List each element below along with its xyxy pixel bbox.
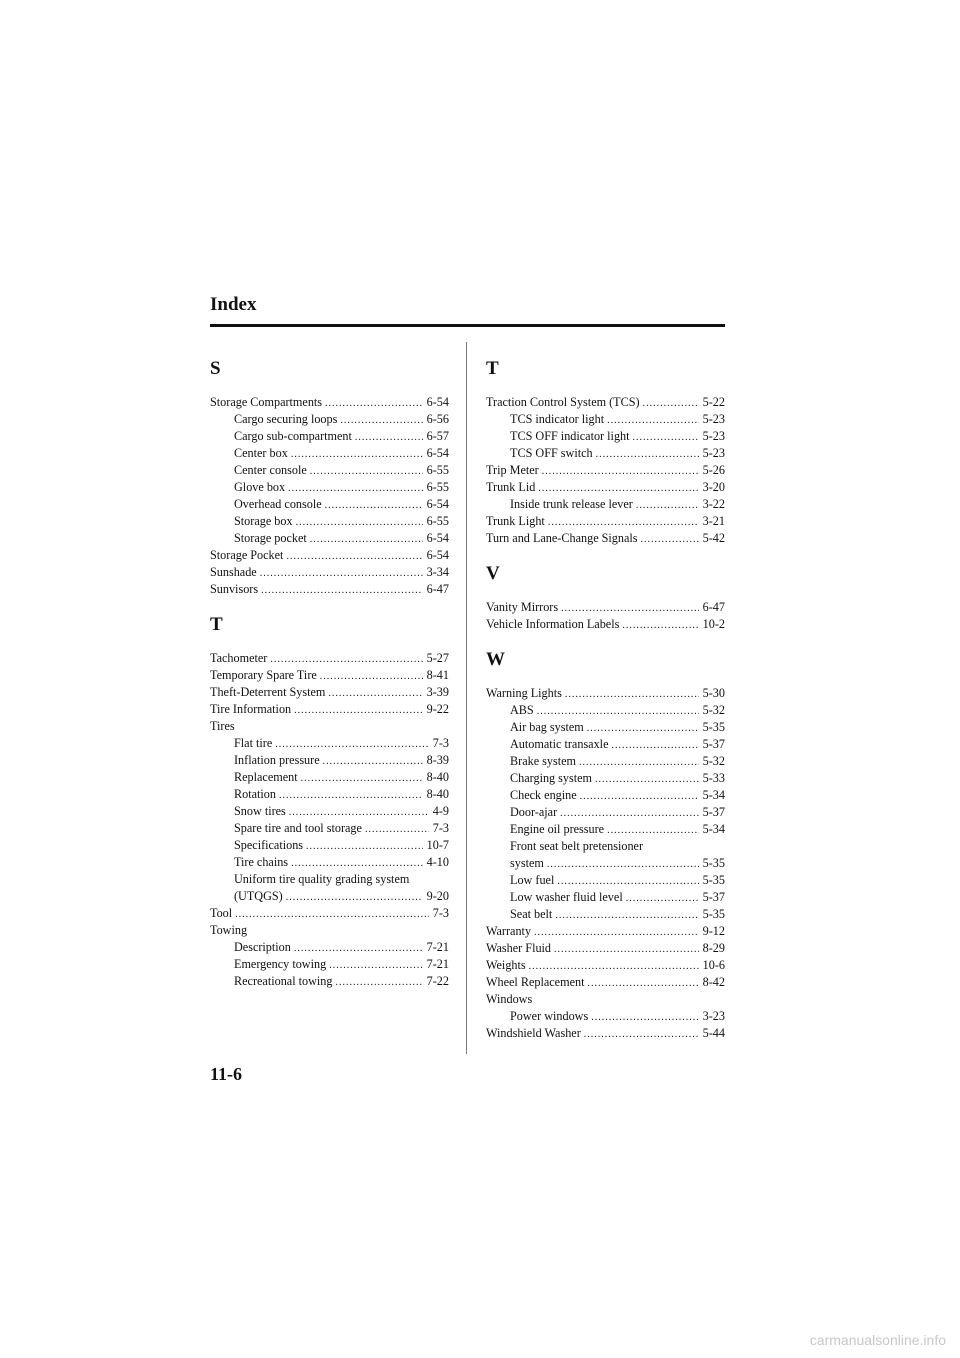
index-subentry bbox=[486, 753, 725, 770]
entry-page: 5-35 bbox=[702, 873, 725, 887]
entry-text: Storage Pocket bbox=[210, 548, 284, 562]
dot-leader bbox=[355, 429, 423, 446]
section-letter: T bbox=[210, 614, 223, 635]
entry-text: Automatic transaxle bbox=[510, 737, 609, 751]
entry-page: 5-32 bbox=[702, 754, 725, 768]
entry-text: Front seat belt pretensioner bbox=[510, 839, 644, 853]
section-letter: S bbox=[210, 358, 221, 379]
dot-leader bbox=[584, 1026, 699, 1043]
dot-leader bbox=[235, 906, 429, 923]
dot-leader bbox=[538, 480, 698, 497]
entry-page: 6-54 bbox=[426, 531, 449, 545]
entry-page: 8-40 bbox=[426, 770, 449, 784]
entry-text: Warranty bbox=[486, 924, 532, 938]
entry-page: 5-37 bbox=[702, 890, 725, 904]
index-subentry bbox=[486, 821, 725, 838]
entry-page: 4-10 bbox=[426, 855, 449, 869]
entry-text: Sunvisors bbox=[210, 582, 259, 596]
entry-page: 6-54 bbox=[426, 497, 449, 511]
index-subentry bbox=[486, 787, 725, 804]
entry-text: Wheel Replacement bbox=[486, 975, 585, 989]
dot-leader bbox=[607, 822, 699, 839]
dot-leader bbox=[270, 651, 422, 668]
dot-leader bbox=[325, 395, 423, 412]
entry-text: (UTQGS) bbox=[234, 889, 283, 903]
dot-leader bbox=[261, 582, 423, 599]
entry-page: 5-35 bbox=[702, 720, 725, 734]
entry-page: 5-35 bbox=[702, 856, 725, 870]
entry-page: 5-37 bbox=[702, 737, 725, 751]
dot-leader bbox=[596, 446, 699, 463]
index-subentry bbox=[210, 939, 449, 956]
entry-text: Low washer fluid level bbox=[510, 890, 623, 904]
index-subentry bbox=[210, 752, 449, 769]
entry-text: Low fuel bbox=[510, 873, 555, 887]
index-entry bbox=[486, 991, 725, 1008]
dot-leader bbox=[325, 497, 423, 514]
entry-page: 5-27 bbox=[426, 651, 449, 665]
index-subentry bbox=[210, 871, 449, 888]
dot-leader bbox=[323, 753, 423, 770]
entry-text: TCS OFF indicator light bbox=[510, 429, 630, 443]
dot-leader bbox=[555, 907, 698, 924]
entry-text: Engine oil pressure bbox=[510, 822, 605, 836]
dot-leader bbox=[328, 685, 422, 702]
index-subentry bbox=[486, 736, 725, 753]
index-entry bbox=[210, 547, 449, 564]
entry-page: 5-37 bbox=[702, 805, 725, 819]
dot-leader bbox=[591, 1009, 698, 1026]
entry-text: Seat belt bbox=[510, 907, 553, 921]
entry-text: Trunk Light bbox=[486, 514, 545, 528]
dot-leader bbox=[554, 941, 699, 958]
dot-leader bbox=[607, 412, 699, 429]
entry-page: 6-55 bbox=[426, 480, 449, 494]
dot-leader bbox=[294, 940, 423, 957]
entry-page: 7-22 bbox=[426, 974, 449, 988]
index-subentry bbox=[486, 872, 725, 889]
column-divider bbox=[466, 342, 467, 1054]
entry-page: 3-20 bbox=[702, 480, 725, 494]
index-subentry bbox=[210, 513, 449, 530]
entry-text: Overhead console bbox=[234, 497, 322, 511]
entry-page: 5-34 bbox=[702, 822, 725, 836]
index-entry bbox=[210, 650, 449, 667]
entry-page: 6-57 bbox=[426, 429, 449, 443]
entry-text: Glove box bbox=[234, 480, 286, 494]
index-subentry bbox=[486, 838, 725, 855]
entry-text: Recreational towing bbox=[234, 974, 333, 988]
dot-leader bbox=[529, 958, 699, 975]
entry-text: Spare tire and tool storage bbox=[234, 821, 362, 835]
page-title: Index bbox=[210, 294, 257, 315]
dot-leader bbox=[622, 617, 698, 634]
dot-leader bbox=[288, 480, 423, 497]
dot-leader bbox=[286, 548, 422, 565]
entry-text: Air bag system bbox=[510, 720, 584, 734]
index-subentry bbox=[486, 496, 725, 513]
entry-page: 7-21 bbox=[426, 940, 449, 954]
dot-leader bbox=[306, 838, 423, 855]
index-entry bbox=[486, 940, 725, 957]
entry-text: Vanity Mirrors bbox=[486, 600, 559, 614]
dot-leader bbox=[580, 788, 699, 805]
entry-page: 5-32 bbox=[702, 703, 725, 717]
entry-page: 5-33 bbox=[702, 771, 725, 785]
entry-text: Inflation pressure bbox=[234, 753, 320, 767]
index-subentry bbox=[210, 854, 449, 871]
index-subentry bbox=[210, 411, 449, 428]
dot-leader bbox=[296, 514, 423, 531]
index-subentry bbox=[486, 411, 725, 428]
entry-page: 9-12 bbox=[702, 924, 725, 938]
index-subentry bbox=[486, 855, 725, 872]
entry-text: Power windows bbox=[510, 1009, 589, 1023]
watermark: carmanualsonline.info bbox=[809, 1332, 946, 1348]
entry-page: 7-3 bbox=[432, 906, 449, 920]
entry-text: Trunk Lid bbox=[486, 480, 536, 494]
index-entry bbox=[486, 685, 725, 702]
entry-page: 6-54 bbox=[426, 395, 449, 409]
dot-leader bbox=[289, 804, 429, 821]
dot-leader bbox=[294, 702, 423, 719]
entry-text: Towing bbox=[210, 923, 248, 937]
dot-leader bbox=[548, 514, 699, 531]
index-subentry bbox=[486, 1008, 725, 1025]
entry-text: Weights bbox=[486, 958, 526, 972]
index-subentry bbox=[210, 820, 449, 837]
index-entry bbox=[210, 394, 449, 411]
dot-leader bbox=[340, 412, 422, 429]
entry-page: 10-7 bbox=[426, 838, 449, 852]
entry-text: Rotation bbox=[234, 787, 276, 801]
entry-page: 5-42 bbox=[702, 531, 725, 545]
page-number: 11-6 bbox=[210, 1064, 243, 1084]
index-entry bbox=[486, 530, 725, 547]
entry-page: 7-21 bbox=[426, 957, 449, 971]
entry-page: 6-56 bbox=[426, 412, 449, 426]
entry-text: Tool bbox=[210, 906, 233, 920]
entry-text: TCS OFF switch bbox=[510, 446, 593, 460]
index-subentry bbox=[486, 719, 725, 736]
entry-page: 8-42 bbox=[702, 975, 725, 989]
index-subentry bbox=[210, 496, 449, 513]
entry-text: Storage box bbox=[234, 514, 293, 528]
dot-leader bbox=[310, 531, 423, 548]
entry-text: Cargo sub-compartment bbox=[234, 429, 352, 443]
entry-page: 6-47 bbox=[426, 582, 449, 596]
index-subentry bbox=[210, 786, 449, 803]
entry-text: Replacement bbox=[234, 770, 298, 784]
dot-leader bbox=[633, 429, 699, 446]
entry-page: 9-22 bbox=[426, 702, 449, 716]
entry-page: 10-2 bbox=[702, 617, 725, 631]
entry-text: Tachometer bbox=[210, 651, 268, 665]
dot-leader bbox=[291, 446, 423, 463]
dot-leader bbox=[611, 737, 698, 754]
entry-text: Sunshade bbox=[210, 565, 257, 579]
dot-leader bbox=[587, 720, 699, 737]
entry-page: 5-23 bbox=[702, 412, 725, 426]
entry-page: 8-29 bbox=[702, 941, 725, 955]
section-letter: V bbox=[486, 563, 500, 584]
dot-leader bbox=[260, 565, 423, 582]
index-column-left bbox=[210, 354, 449, 990]
entry-text: system bbox=[510, 856, 544, 870]
dot-leader bbox=[310, 463, 423, 480]
dot-leader bbox=[547, 856, 699, 873]
index-subentry bbox=[210, 837, 449, 854]
entry-page: 7-3 bbox=[432, 821, 449, 835]
dot-leader bbox=[320, 668, 423, 685]
entry-page: 6-47 bbox=[702, 600, 725, 614]
dot-leader bbox=[537, 703, 699, 720]
index-entry bbox=[486, 974, 725, 991]
index-subentry bbox=[486, 428, 725, 445]
entry-text: Tire Information bbox=[210, 702, 292, 716]
index-subentry bbox=[210, 735, 449, 752]
index-subentry bbox=[210, 956, 449, 973]
entry-text: Storage Compartments bbox=[210, 395, 323, 409]
index-subentry bbox=[486, 445, 725, 462]
index-column-right bbox=[486, 354, 725, 1042]
entry-page: 8-41 bbox=[426, 668, 449, 682]
index-subentry bbox=[210, 973, 449, 990]
index-entry bbox=[486, 394, 725, 411]
entry-text: Charging system bbox=[510, 771, 593, 785]
dot-leader bbox=[557, 873, 698, 890]
entry-page: 3-23 bbox=[702, 1009, 725, 1023]
dot-leader bbox=[279, 787, 423, 804]
index-subentry bbox=[210, 479, 449, 496]
entry-page: 7-3 bbox=[432, 736, 449, 750]
entry-page: 4-9 bbox=[432, 804, 449, 818]
dot-leader bbox=[275, 736, 429, 753]
dot-leader bbox=[626, 890, 699, 907]
dot-leader bbox=[636, 497, 699, 514]
index-entry bbox=[210, 684, 449, 701]
entry-page: 3-21 bbox=[702, 514, 725, 528]
entry-page: 6-54 bbox=[426, 446, 449, 460]
entry-page: 5-23 bbox=[702, 429, 725, 443]
index-subentry bbox=[210, 428, 449, 445]
entry-text: Uniform tire quality grading system bbox=[234, 872, 410, 886]
index-subentry bbox=[210, 888, 449, 905]
entry-page: 10-6 bbox=[702, 958, 725, 972]
dot-leader bbox=[291, 855, 423, 872]
entry-text: Temporary Spare Tire bbox=[210, 668, 317, 682]
index-entry bbox=[210, 922, 449, 939]
index-entry bbox=[486, 616, 725, 633]
index-entry bbox=[486, 1025, 725, 1042]
index-entry bbox=[210, 905, 449, 922]
entry-text: Center box bbox=[234, 446, 288, 460]
entry-text: Tires bbox=[210, 719, 235, 733]
index-subentry bbox=[210, 769, 449, 786]
entry-text: Trip Meter bbox=[486, 463, 539, 477]
entry-page: 5-22 bbox=[702, 395, 725, 409]
entry-page: 5-34 bbox=[702, 788, 725, 802]
dot-leader bbox=[329, 957, 422, 974]
entry-text: Traction Control System (TCS) bbox=[486, 395, 640, 409]
index-subentry bbox=[210, 803, 449, 820]
index-entry bbox=[210, 564, 449, 581]
index-subentry bbox=[486, 906, 725, 923]
dot-leader bbox=[560, 805, 699, 822]
entry-text: Snow tires bbox=[234, 804, 286, 818]
index-entry bbox=[210, 667, 449, 684]
entry-text: Storage pocket bbox=[234, 531, 307, 545]
entry-text: Brake system bbox=[510, 754, 577, 768]
entry-page: 5-35 bbox=[702, 907, 725, 921]
entry-text: Tire chains bbox=[234, 855, 289, 869]
entry-page: 5-30 bbox=[702, 686, 725, 700]
entry-text: Check engine bbox=[510, 788, 577, 802]
entry-page: 6-55 bbox=[426, 514, 449, 528]
index-entry bbox=[486, 479, 725, 496]
index-entry bbox=[486, 513, 725, 530]
entry-page: 6-55 bbox=[426, 463, 449, 477]
entry-page: 8-40 bbox=[426, 787, 449, 801]
index-subentry bbox=[486, 702, 725, 719]
index-entry bbox=[486, 599, 725, 616]
index-entry bbox=[486, 462, 725, 479]
dot-leader bbox=[595, 771, 699, 788]
entry-text: Turn and Lane-Change Signals bbox=[486, 531, 638, 545]
dot-leader bbox=[301, 770, 423, 787]
entry-page: 3-22 bbox=[702, 497, 725, 511]
entry-page: 3-34 bbox=[426, 565, 449, 579]
entry-text: Flat tire bbox=[234, 736, 273, 750]
index-entry bbox=[486, 957, 725, 974]
index-subentry bbox=[210, 445, 449, 462]
index-subentry bbox=[486, 889, 725, 906]
dot-leader bbox=[335, 974, 422, 991]
entry-text: Theft-Deterrent System bbox=[210, 685, 326, 699]
index-entry bbox=[486, 923, 725, 940]
entry-text: Warning Lights bbox=[486, 686, 562, 700]
entry-page: 9-20 bbox=[426, 889, 449, 903]
entry-page: 6-54 bbox=[426, 548, 449, 562]
entry-text: Specifications bbox=[234, 838, 304, 852]
index-subentry bbox=[486, 804, 725, 821]
dot-leader bbox=[542, 463, 699, 480]
index-entry bbox=[210, 581, 449, 598]
index-entry bbox=[210, 701, 449, 718]
entry-text: Windshield Washer bbox=[486, 1026, 581, 1040]
entry-text: ABS bbox=[510, 703, 534, 717]
dot-leader bbox=[579, 754, 699, 771]
entry-text: Washer Fluid bbox=[486, 941, 552, 955]
dot-leader bbox=[641, 531, 699, 548]
index-entry bbox=[210, 718, 449, 735]
entry-text: Vehicle Information Labels bbox=[486, 617, 620, 631]
dot-leader bbox=[565, 686, 699, 703]
entry-text: Description bbox=[234, 940, 291, 954]
section-letter: W bbox=[486, 649, 505, 670]
header-rule bbox=[210, 324, 725, 327]
entry-page: 5-44 bbox=[702, 1026, 725, 1040]
index-subentry bbox=[210, 530, 449, 547]
dot-leader bbox=[534, 924, 699, 941]
index-subentry bbox=[486, 770, 725, 787]
dot-leader bbox=[643, 395, 699, 412]
dot-leader bbox=[561, 600, 699, 617]
entry-page: 5-26 bbox=[702, 463, 725, 477]
entry-page: 5-23 bbox=[702, 446, 725, 460]
entry-text: Door-ajar bbox=[510, 805, 558, 819]
dot-leader bbox=[286, 889, 423, 906]
entry-text: Inside trunk release lever bbox=[510, 497, 633, 511]
index-subentry bbox=[210, 462, 449, 479]
entry-text: Center console bbox=[234, 463, 307, 477]
entry-page: 3-39 bbox=[426, 685, 449, 699]
dot-leader bbox=[587, 975, 698, 992]
section-letter: T bbox=[486, 358, 499, 379]
entry-text: Emergency towing bbox=[234, 957, 327, 971]
entry-text: TCS indicator light bbox=[510, 412, 605, 426]
entry-text: Cargo securing loops bbox=[234, 412, 338, 426]
dot-leader bbox=[365, 821, 429, 838]
entry-page: 8-39 bbox=[426, 753, 449, 767]
entry-text: Windows bbox=[486, 992, 533, 1006]
